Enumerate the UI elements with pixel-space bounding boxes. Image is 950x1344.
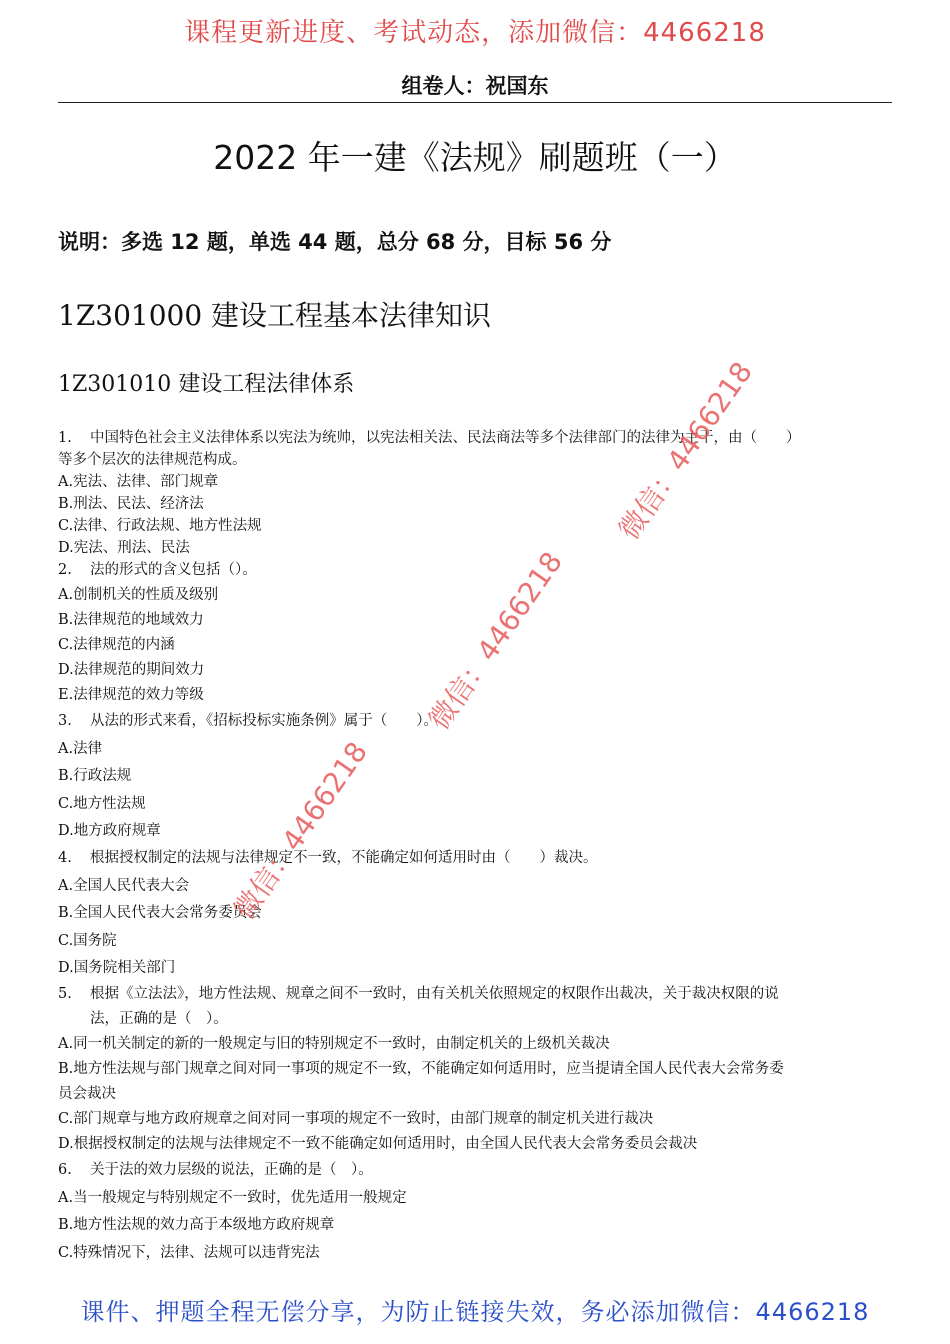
option: A.全国人民代表大会 [58,877,190,894]
question-stem: 关于法的效力层级的说法，正确的是（ ）。 [90,1162,373,1178]
question-stem: 从法的形式来看，《招标投标实施条例》属于（ ）。 [90,713,438,729]
option: B.行政法规 [58,768,132,784]
option: B.刑法、民法、经济法 [58,496,204,512]
question-number: 4. [58,850,72,866]
option: B.地方性法规的效力高于本级地方政府规章 [58,1217,335,1233]
option: D.地方政府规章 [58,823,161,839]
subsection-heading: 1Z301010 建设工程法律体系 [58,372,355,397]
option: C.法律规范的内涵 [58,637,175,653]
option: C.特殊情况下，法律、法规可以违背宪法 [58,1244,320,1261]
question-stem: 根据《立法法》，地方性法规、规章之间不一致时，由有关机关依照规定的权限作出裁决，关于裁决权限的说 [90,986,779,1002]
question-number: 2. [58,562,72,578]
wechat-watermark: 微信：4466218 [612,355,759,546]
option: A.宪法、法律、部门规章 [58,474,219,490]
option: E.法律规范的效力等级 [58,687,204,703]
option: D.宪法、刑法、民法 [58,540,190,556]
option: B.法律规范的地域效力 [58,612,204,628]
question-6 [58,1157,407,1267]
top-promo-banner: 课程更新进度、考试动态，添加微信：4466218 [184,18,766,48]
header-divider [58,102,892,103]
option: C.国务院 [58,932,117,949]
question-number: 6. [58,1162,72,1178]
wechat-watermark: 微信：4466218 [227,735,374,926]
question-stem: 法的形式的含义包括（）。 [90,562,257,578]
section-heading: 1Z301000 建设工程基本法律知识 [58,299,492,332]
option: C.地方性法规 [58,795,146,812]
wechat-watermark: 微信：4466218 [422,545,569,736]
option: C.法律、行政法规、地方性法规 [58,518,262,534]
question-2 [58,558,257,708]
option: D.根据授权制定的法规与法律规定不一致不能确定如何适用时，由全国人民代表大会常务委员会裁决 [58,1136,698,1152]
question-5 [58,982,784,1157]
question-stem: 根据授权制定的法规与法律规定不一致，不能确定如何适用时由（ ）裁决。 [90,850,598,866]
question-stem-continued: 等多个层次的法律规范构成。 [58,452,247,468]
question-stem-continued: 法，正确的是（ ）。 [90,1011,228,1027]
bottom-promo-banner: 课件、押题全程无偿分享，为防止链接失效，务必添加微信：4466218 [80,1298,870,1326]
question-number: 1. [58,430,72,446]
option: D.法律规范的期间效力 [58,662,205,678]
option: B.地方性法规与部门规章之间对同一事项的规定不一致，不能确定如何适用时，应当提请全国人民代表大会常务委 [58,1061,784,1077]
option: A.同一机关制定的新的一般规定与旧的特别规定不一致时，由制定机关的上级机关裁决 [58,1036,610,1052]
question-stem: 中国特色社会主义法律体系以宪法为统帅，以宪法相关法、民法商法等多个法律部门的法律为主干，由（ ） [90,430,801,446]
option-continued: 员会裁决 [58,1086,116,1102]
option: A.创制机关的性质及级别 [58,587,219,603]
option: A.法律 [58,740,103,757]
option: D.国务院相关部门 [58,960,176,976]
page-title: 2022 年一建《法规》刷题班（一） [213,138,737,177]
question-4 [58,845,598,983]
question-3 [58,708,438,846]
compiler-line: 组卷人：祝国东 [401,74,549,98]
option: B.全国人民代表大会常务委员会 [58,905,262,921]
question-1 [58,427,801,559]
exam-note: 说明：多选 12 题，单选 44 题，总分 68 分，目标 56 分 [58,230,612,254]
option: C.部门规章与地方政府规章之间对同一事项的规定不一致时，由部门规章的制定机关进行裁决 [58,1111,654,1127]
question-number: 3. [58,713,72,729]
question-number: 5. [58,986,72,1002]
option: A.当一般规定与特别规定不一致时，优先适用一般规定 [58,1189,407,1206]
